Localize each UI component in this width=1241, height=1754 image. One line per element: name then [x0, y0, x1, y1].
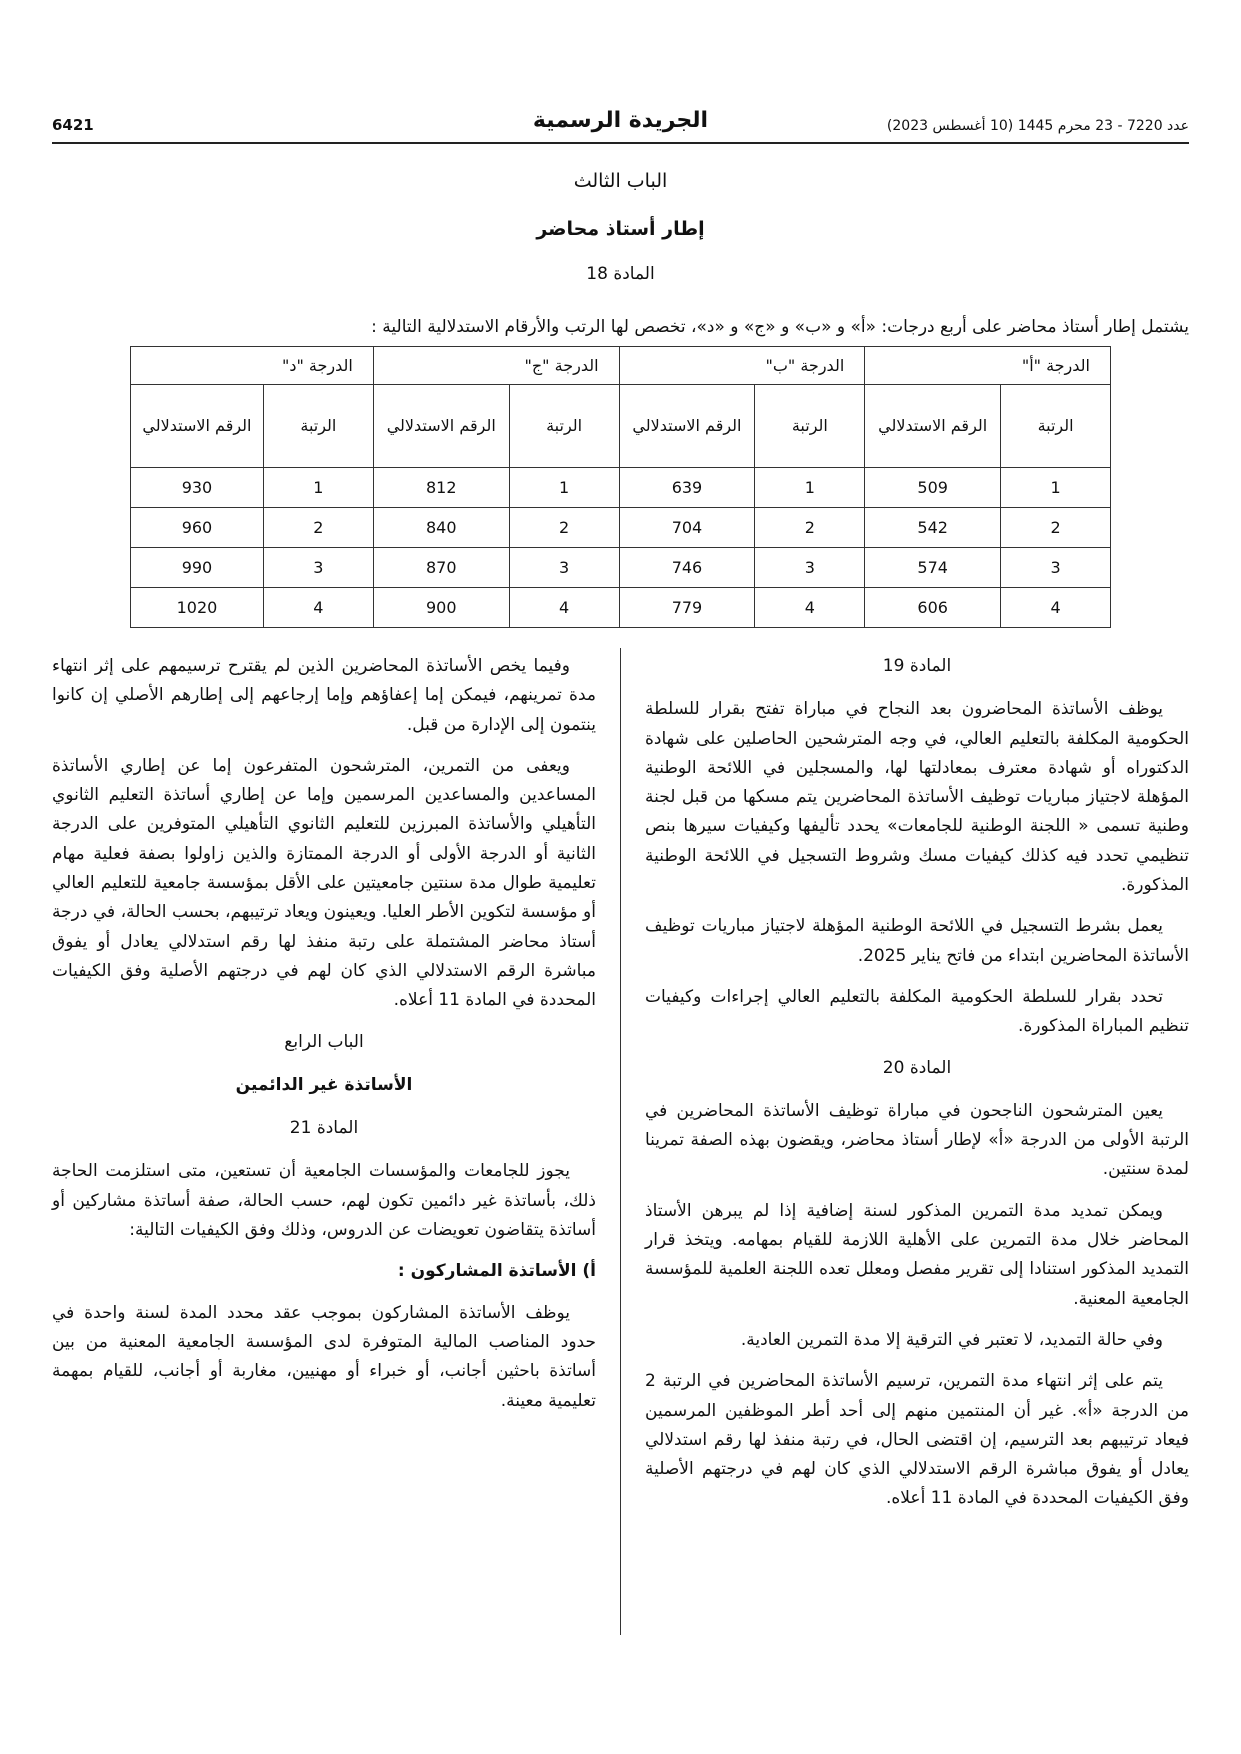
page-number: 6421 [52, 116, 94, 134]
table-row [131, 548, 1111, 588]
grade-header: الدرجة "أ" [865, 347, 1111, 385]
table-cell: 779 [619, 588, 755, 628]
table-cell: 3 [263, 548, 373, 588]
gazette-title: الجريدة الرسمية [532, 108, 709, 133]
table-cell: 574 [865, 548, 1001, 588]
table-cell: 1 [509, 468, 619, 508]
grades-table [130, 346, 1111, 628]
table-cell: 2 [1001, 508, 1111, 548]
chapter-heading: الباب الثالث [573, 170, 668, 192]
article-21-heading: المادة 21 [289, 1118, 359, 1139]
article-18-intro: يشتمل إطار أستاذ محاضر على أربع درجات: «أ» و «ب» و «ج» و «د»، تخصص لها الرتب والأرقام الاستدلالية التالية : [371, 317, 1189, 337]
table-cell: 639 [619, 468, 755, 508]
paragraph: ويعفى من التمرين، المترشحون المتفرعون إما عن إطاري الأساتذة المساعدين والمساعدين المرسمين وإما عن إطاري أساتذة التعليم الثانوي التأهيلي والأساتذة المبرزين للتعليم الثانوي التأهيلي المتوفرين على الدرجة الثانية أو الدرجة الأولى أو الدرجة الممتازة والذين زاولوا بصفة فعلية مهام تعليمية طوال مدة سنتين جامعيتين على الأقل بمؤسسة جامعية للتعليم العالي أو مؤسسة لتكوين الأطر العليا. ويعينون ويعاد ترتيبهم، بحسب الحالة، في درجة أستاذ محاضر المشتملة على رتبة منفذ لها رقم استدلالي يعادل أو يفوق مباشرة الرقم الاستدلالي الذي كان لهم في درجتهم الأصلية وفق الكيفيات المحددة في المادة 11 أعلاه. [52, 755, 596, 1011]
chapter-4-title: الأساتذة غير الدائمين [235, 1074, 413, 1095]
table-cell: 2 [263, 508, 373, 548]
table-cell: 4 [509, 588, 619, 628]
paragraph: يعين المترشحون الناجحون في مباراة توظيف الأساتذة المحاضرين في الرتبة الأولى من الدرجة «أ» لإطار أستاذ محاضر، ويقضون بهذه الصفة تمرينا لمدة سنتين. [645, 1100, 1189, 1180]
column-divider [620, 648, 621, 1635]
rank-col-header: الرتبة [263, 385, 373, 468]
paragraph: ويمكن تمديد مدة التمرين المذكور لسنة إضافية إذا لم يبرهن الأستاذ المحاضر خلال مدة التمرين على الأهلية اللازمة للقيام بمهامه. ويتخذ قرار التمديد المذكور استنادا إلى تقرير مفصل ومعلل تعده اللجنة العلمية للمؤسسة الجامعية المعنية. [645, 1200, 1189, 1309]
chapter-4-heading: الباب الرابع [284, 1031, 364, 1052]
table-cell: 990 [131, 548, 264, 588]
table-cell: 930 [131, 468, 264, 508]
paragraph: وفيما يخص الأساتذة المحاضرين الذين لم يقترح ترسيمهم على إثر انتهاء مدة تمرينهم، فيمكن إما إعفاؤهم وإما إرجاعهم إلى إطارهم الأصلي إن كانوا ينتمون إلى الإدارة من قبل. [52, 656, 596, 735]
table-cell: 1 [263, 468, 373, 508]
table-cell: 1020 [131, 588, 264, 628]
article-20-heading: المادة 20 [882, 1057, 952, 1078]
table-cell: 1 [1001, 468, 1111, 508]
table-cell: 2 [509, 508, 619, 548]
table-cell: 840 [373, 508, 509, 548]
paragraph: تحدد بقرار للسلطة الحكومية المكلفة بالتعليم العالي إجراءات وكيفيات تنظيم المباراة المذكورة. [645, 986, 1189, 1037]
table-cell: 1 [755, 468, 865, 508]
table-cell: 4 [1001, 588, 1111, 628]
table-row [131, 508, 1111, 548]
table-cell: 4 [263, 588, 373, 628]
section-title: إطار أستاذ محاضر [536, 218, 705, 240]
index-col-header: الرقم الاستدلالي [373, 385, 509, 468]
paragraph: وفي حالة التمديد، لا تعتبر في الترقية إلا مدة التمرين العادية. [740, 1329, 1163, 1350]
grade-header: الدرجة "د" [131, 347, 374, 385]
table-cell: 812 [373, 468, 509, 508]
table-cell: 870 [373, 548, 509, 588]
paragraph: يعمل بشرط التسجيل في اللائحة الوطنية المؤهلة لاجتياز مباريات توظيف الأساتذة المحاضرين ابتداء من فاتح يناير 2025. [645, 916, 1189, 966]
table-row [131, 468, 1111, 508]
article-18-heading: المادة 18 [586, 264, 655, 284]
table-cell: 746 [619, 548, 755, 588]
left-column [52, 652, 596, 1428]
header-rule [52, 142, 1189, 144]
paragraph: يتم على إثر انتهاء مدة التمرين، ترسيم الأساتذة المحاضرين في الرتبة 2 من الدرجة «أ». غير أن المنتمين منهم إلى أحد أطر الموظفين المرسمين فيعاد ترتيبهم بعد الترسيم، إن اقتضى الحال، في رتبة منفذ لها رقم استدلالي يعادل أو يفوق مباشرة الرقم الاستدلالي الذي كان لهم في درجتهم الأصلية وفق الكيفيات المحددة في المادة 11 أعلاه. [645, 1371, 1189, 1509]
paragraph: يجوز للجامعات والمؤسسات الجامعية أن تستعين، متى استلزمت الحاجة ذلك، بأساتذة غير دائمين تكون لهم، حسب الحالة، صفة أساتذة مشاركين أو أساتذة يتقاضون تعويضات عن الدروس، وذلك وفق الكيفيات التالية: [52, 1161, 596, 1241]
index-col-header: الرقم الاستدلالي [131, 385, 264, 468]
table-cell: 704 [619, 508, 755, 548]
table-cell: 3 [509, 548, 619, 588]
table-cell: 606 [865, 588, 1001, 628]
index-col-header: الرقم الاستدلالي [865, 385, 1001, 468]
issue-info: عدد 7220 - 23 محرم 1445 (10 أغسطس 2023) [886, 118, 1189, 134]
table-cell: 2 [755, 508, 865, 548]
paragraph: يوظف الأساتذة المحاضرون بعد النجاح في مباراة تفتح بقرار للسلطة الحكومية المكلفة بالتعليم العالي، في وجه المترشحين الحاصلين على شهادة الدكتوراه أو شهادة معترف بمعادلتها لها، والمسجلين في اللائحة الوطنية المؤهلة لاجتياز مباريات توظيف الأساتذة المحاضرين يتم مسكها من قبل لجنة وطنية تسمى « اللجنة الوطنية للجامعات» يحدد تأليفها وكيفيات سيرها بنص تنظيمي تحدد فيه كذلك كيفيات مسك وشروط التسجيل في اللائحة الوطنية المذكورة. [645, 699, 1189, 896]
table-cell: 960 [131, 508, 264, 548]
grade-header: الدرجة "ب" [619, 347, 865, 385]
table-cell: 3 [755, 548, 865, 588]
table-cell: 542 [865, 508, 1001, 548]
rank-col-header: الرتبة [1001, 385, 1111, 468]
table-cell: 509 [865, 468, 1001, 508]
table-cell: 4 [755, 588, 865, 628]
index-col-header: الرقم الاستدلالي [619, 385, 755, 468]
paragraph: يوظف الأساتذة المشاركون بموجب عقد محدد المدة لسنة واحدة في حدود المناصب المالية المتوفرة لدى المؤسسة الجامعية المعنية من بين أساتذة باحثين أجانب، أو خبراء أو مهنيين، مغاربة أو أجانب، للقيام بمهمة تعليمية معينة. [52, 1302, 596, 1411]
subheading-participating-professors: أ) الأساتذة المشاركون : [397, 1261, 596, 1282]
grade-header: الدرجة "ج" [373, 347, 619, 385]
article-19-heading: المادة 19 [882, 656, 952, 676]
rank-col-header: الرتبة [755, 385, 865, 468]
table-cell: 3 [1001, 548, 1111, 588]
right-column [645, 652, 1189, 1526]
table-row [131, 588, 1111, 628]
rank-col-header: الرتبة [509, 385, 619, 468]
page-header [52, 108, 1189, 142]
table-cell: 900 [373, 588, 509, 628]
